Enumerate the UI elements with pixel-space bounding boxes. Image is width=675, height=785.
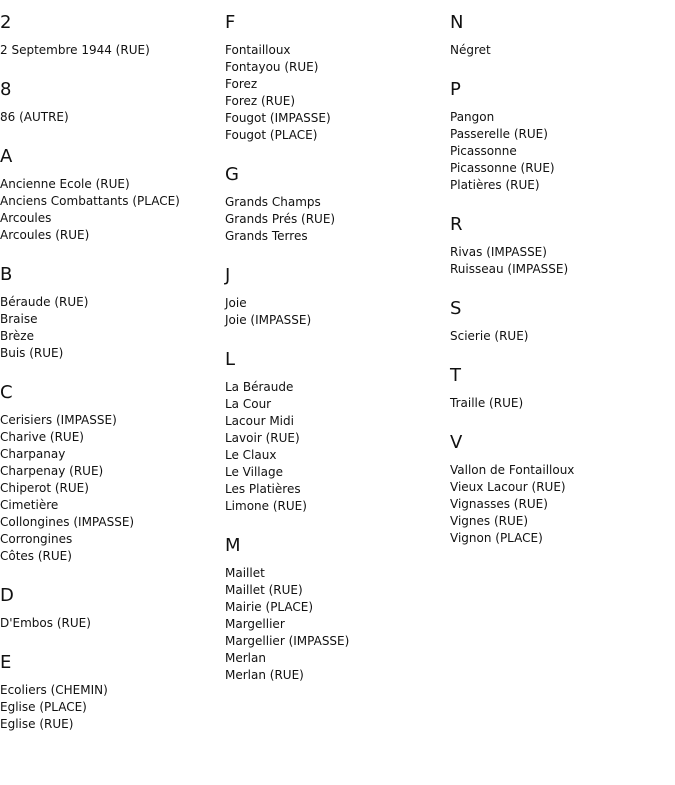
street-link[interactable]: Forez (RUE) (225, 94, 296, 108)
street-link[interactable]: Mairie (PLACE) (225, 600, 314, 614)
letter-heading: G (225, 164, 239, 185)
street-link[interactable]: Eglise (RUE) (0, 717, 74, 731)
letter-heading: R (450, 214, 463, 235)
street-link[interactable]: Fontailloux (225, 43, 291, 57)
street-link[interactable]: Les Platières (225, 482, 301, 496)
street-link[interactable]: Lacour Midi (225, 414, 294, 428)
street-link[interactable]: Merlan (225, 651, 266, 665)
street-link[interactable]: Vignon (PLACE) (450, 531, 543, 545)
street-link[interactable]: Vignasses (RUE) (450, 497, 548, 511)
street-link[interactable]: Arcoules (RUE) (0, 228, 90, 242)
street-link[interactable]: Lavoir (RUE) (225, 431, 300, 445)
street-link[interactable]: Forez (225, 77, 258, 91)
street-link[interactable]: Merlan (RUE) (225, 668, 304, 682)
letter-heading: N (450, 12, 464, 33)
street-link[interactable]: Ecoliers (CHEMIN) (0, 683, 108, 697)
letter-heading: 2 (0, 12, 12, 33)
street-column-2 (225, 12, 445, 704)
street-link[interactable]: Pangon (450, 110, 495, 124)
street-link[interactable]: Brèze (0, 329, 34, 343)
letter-group (225, 349, 445, 515)
street-link[interactable]: Grands Champs (225, 195, 321, 209)
street-link[interactable]: Vallon de Fontailloux (450, 463, 575, 477)
street-link[interactable]: Le Claux (225, 448, 277, 462)
street-link[interactable]: Maillet (RUE) (225, 583, 303, 597)
letter-group (0, 382, 220, 565)
letter-heading: S (450, 298, 462, 319)
letter-group (0, 585, 220, 632)
letter-heading: E (0, 652, 12, 673)
street-link[interactable]: Vignes (RUE) (450, 514, 529, 528)
street-link[interactable]: Cimetière (0, 498, 59, 512)
street-link[interactable]: Margellier (225, 617, 285, 631)
letter-group (225, 535, 445, 684)
letter-heading: V (450, 432, 463, 453)
street-link[interactable]: Buis (RUE) (0, 346, 64, 360)
letter-heading: J (225, 265, 231, 286)
letter-group (0, 146, 220, 244)
street-link[interactable]: Fougot (IMPASSE) (225, 111, 331, 125)
street-link[interactable]: Eglise (PLACE) (0, 700, 87, 714)
street-link[interactable]: Maillet (225, 566, 265, 580)
letter-heading: P (450, 79, 461, 100)
street-link[interactable]: Margellier (IMPASSE) (225, 634, 350, 648)
letter-heading: C (0, 382, 13, 403)
letter-group (0, 652, 220, 733)
letter-heading: L (225, 349, 236, 370)
letter-heading: D (0, 585, 14, 606)
street-link[interactable]: 86 (AUTRE) (0, 110, 69, 124)
street-link[interactable]: Joie (IMPASSE) (225, 313, 312, 327)
letter-heading: F (225, 12, 236, 33)
street-link[interactable]: Fontayou (RUE) (225, 60, 319, 74)
street-link[interactable]: Joie (225, 296, 247, 310)
street-link[interactable]: Charpenay (RUE) (0, 464, 104, 478)
street-link[interactable]: Chiperot (RUE) (0, 481, 89, 495)
letter-group (0, 79, 220, 126)
street-link[interactable]: Scierie (RUE) (450, 329, 529, 343)
street-link[interactable]: Côtes (RUE) (0, 549, 72, 563)
letter-group (0, 12, 220, 59)
street-link[interactable]: 2 Septembre 1944 (RUE) (0, 43, 150, 57)
letter-group (225, 12, 445, 144)
street-column-1 (0, 12, 220, 753)
letter-heading: T (450, 365, 461, 386)
street-link[interactable]: D'Embos (RUE) (0, 616, 91, 630)
street-link[interactable]: Fougot (PLACE) (225, 128, 318, 142)
letter-group (450, 79, 670, 194)
street-link[interactable]: Collongines (IMPASSE) (0, 515, 135, 529)
street-link[interactable]: Picassonne (RUE) (450, 161, 555, 175)
letter-group (225, 265, 445, 329)
street-link[interactable]: Limone (RUE) (225, 499, 307, 513)
letter-group (0, 264, 220, 362)
street-link[interactable]: Grands Prés (RUE) (225, 212, 336, 226)
street-link[interactable]: Anciens Combattants (PLACE) (0, 194, 180, 208)
letter-group (225, 164, 445, 245)
street-link[interactable]: La Cour (225, 397, 272, 411)
street-link[interactable]: Béraude (RUE) (0, 295, 89, 309)
street-link[interactable]: Vieux Lacour (RUE) (450, 480, 566, 494)
street-link[interactable]: Ruisseau (IMPASSE) (450, 262, 569, 276)
street-link[interactable]: Charive (RUE) (0, 430, 84, 444)
street-link[interactable]: Charpanay (0, 447, 66, 461)
street-link[interactable]: Grands Terres (225, 229, 308, 243)
street-link[interactable]: La Béraude (225, 380, 294, 394)
street-link[interactable]: Cerisiers (IMPASSE) (0, 413, 117, 427)
letter-heading: B (0, 264, 13, 285)
street-link[interactable]: Ancienne Ecole (RUE) (0, 177, 130, 191)
street-link[interactable]: Rivas (IMPASSE) (450, 245, 547, 259)
street-link[interactable]: Platières (RUE) (450, 178, 540, 192)
street-link[interactable]: Braise (0, 312, 38, 326)
street-column-3 (450, 12, 670, 567)
street-link[interactable]: Arcoules (0, 211, 52, 225)
letter-group (450, 214, 670, 278)
street-link[interactable]: Traille (RUE) (450, 396, 524, 410)
street-link[interactable]: Corrongines (0, 532, 73, 546)
letter-group (450, 365, 670, 412)
letter-group (450, 298, 670, 345)
letter-heading: 8 (0, 79, 12, 100)
street-link[interactable]: Passerelle (RUE) (450, 127, 548, 141)
street-link[interactable]: Négret (450, 43, 491, 57)
letter-heading: M (225, 535, 241, 556)
street-link[interactable]: Le Village (225, 465, 283, 479)
letter-group (450, 12, 670, 59)
letter-group (450, 432, 670, 547)
letter-heading: A (0, 146, 13, 167)
street-link[interactable]: Picassonne (450, 144, 517, 158)
